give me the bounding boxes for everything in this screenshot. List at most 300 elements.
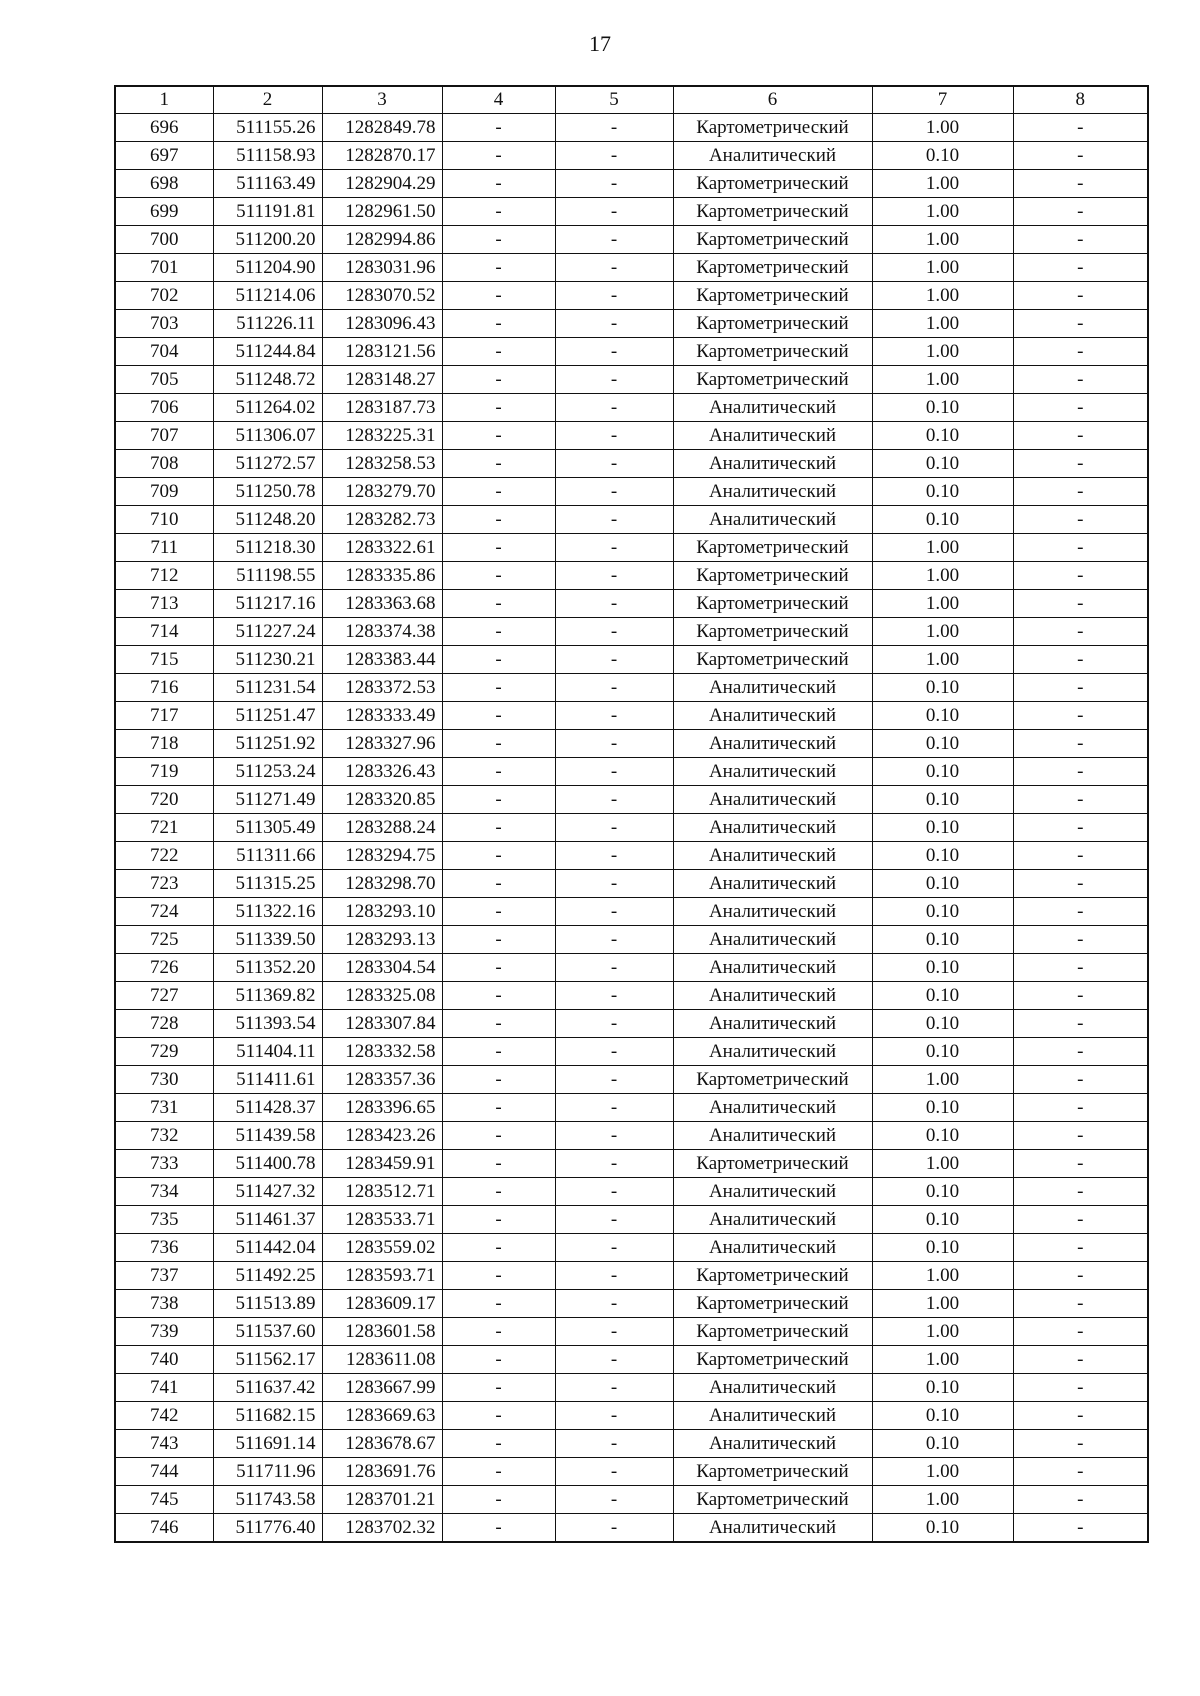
col-5-value: - [555,1206,673,1234]
col-8-value: - [1013,842,1148,870]
accuracy: 0.10 [872,1038,1013,1066]
accuracy: 0.10 [872,394,1013,422]
coord-y: 1283702.32 [322,1514,442,1543]
col-4-value: - [442,1178,555,1206]
table-row [115,142,1148,170]
accuracy: 1.00 [872,114,1013,142]
col-8-value: - [1013,1066,1148,1094]
col-6-header: 6 [673,86,872,114]
col-5-value: - [555,1374,673,1402]
col-8-value: - [1013,226,1148,254]
coord-y: 1283335.86 [322,562,442,590]
point-number: 737 [115,1262,213,1290]
method: Картометрический [673,1066,872,1094]
method: Аналитический [673,870,872,898]
coord-y: 1283372.53 [322,674,442,702]
col-8-value: - [1013,254,1148,282]
table-row [115,646,1148,674]
coord-y: 1283320.85 [322,786,442,814]
accuracy: 0.10 [872,142,1013,170]
col-4-value: - [442,1122,555,1150]
coord-x: 511393.54 [213,1010,322,1038]
point-number: 715 [115,646,213,674]
coord-x: 511682.15 [213,1402,322,1430]
col-4-value: - [442,982,555,1010]
point-number: 706 [115,394,213,422]
accuracy: 0.10 [872,954,1013,982]
col-8-value: - [1013,926,1148,954]
col-8-value: - [1013,618,1148,646]
col-8-value: - [1013,1150,1148,1178]
coord-x: 511231.54 [213,674,322,702]
accuracy: 0.10 [872,786,1013,814]
col-5-value: - [555,1010,673,1038]
accuracy: 0.10 [872,1374,1013,1402]
accuracy: 1.00 [872,618,1013,646]
col-8-value: - [1013,1178,1148,1206]
coord-y: 1283325.08 [322,982,442,1010]
point-number: 721 [115,814,213,842]
col-8-value: - [1013,1486,1148,1514]
table-row [115,1234,1148,1262]
col-5-value: - [555,254,673,282]
coord-y: 1283423.26 [322,1122,442,1150]
col-4-value: - [442,1038,555,1066]
table-row [115,1066,1148,1094]
accuracy: 0.10 [872,814,1013,842]
col-4-value: - [442,1458,555,1486]
coord-x: 511214.06 [213,282,322,310]
accuracy: 1.00 [872,1290,1013,1318]
coord-y: 1283327.96 [322,730,442,758]
coord-y: 1283559.02 [322,1234,442,1262]
col-5-value: - [555,1094,673,1122]
method: Аналитический [673,450,872,478]
coord-x: 511776.40 [213,1514,322,1543]
col-4-value: - [442,310,555,338]
col-5-header: 5 [555,86,673,114]
point-number: 723 [115,870,213,898]
col-5-value: - [555,1178,673,1206]
table-row [115,506,1148,534]
coord-y: 1282904.29 [322,170,442,198]
col-4-value: - [442,590,555,618]
method: Картометрический [673,282,872,310]
col-5-value: - [555,1402,673,1430]
coord-y: 1283187.73 [322,394,442,422]
table-row [115,338,1148,366]
col-8-value: - [1013,870,1148,898]
col-5-value: - [555,1346,673,1374]
point-number: 702 [115,282,213,310]
point-number: 701 [115,254,213,282]
col-4-value: - [442,534,555,562]
point-number: 724 [115,898,213,926]
col-5-value: - [555,842,673,870]
accuracy: 0.10 [872,1514,1013,1543]
coord-y: 1283701.21 [322,1486,442,1514]
accuracy: 1.00 [872,366,1013,394]
col-4-value: - [442,1486,555,1514]
coord-x: 511204.90 [213,254,322,282]
table-row [115,926,1148,954]
col-5-value: - [555,114,673,142]
method: Аналитический [673,786,872,814]
method: Картометрический [673,1150,872,1178]
col-4-value: - [442,1234,555,1262]
col-4-value: - [442,254,555,282]
col-5-value: - [555,450,673,478]
col-4-value: - [442,758,555,786]
col-5-value: - [555,1234,673,1262]
col-4-value: - [442,954,555,982]
coord-y: 1282994.86 [322,226,442,254]
col-4-value: - [442,702,555,730]
method: Картометрический [673,114,872,142]
table-row [115,366,1148,394]
table-row [115,394,1148,422]
coord-y: 1283322.61 [322,534,442,562]
coord-y: 1283512.71 [322,1178,442,1206]
table-row [115,170,1148,198]
coord-x: 511442.04 [213,1234,322,1262]
accuracy: 0.10 [872,1178,1013,1206]
method: Аналитический [673,1234,872,1262]
col-5-value: - [555,926,673,954]
col-5-value: - [555,898,673,926]
point-number: 700 [115,226,213,254]
col-4-value: - [442,282,555,310]
col-4-value: - [442,730,555,758]
coord-x: 511305.49 [213,814,322,842]
point-number: 741 [115,1374,213,1402]
col-4-value: - [442,1010,555,1038]
point-number: 725 [115,926,213,954]
method: Картометрический [673,1346,872,1374]
table-row [115,842,1148,870]
table-body [115,114,1148,1543]
accuracy: 1.00 [872,646,1013,674]
method: Аналитический [673,478,872,506]
col-4-value: - [442,170,555,198]
method: Аналитический [673,954,872,982]
coord-y: 1283357.36 [322,1066,442,1094]
method: Картометрический [673,646,872,674]
coord-x: 511250.78 [213,478,322,506]
point-number: 729 [115,1038,213,1066]
col-8-value: - [1013,338,1148,366]
point-number: 708 [115,450,213,478]
table-row [115,954,1148,982]
coord-x: 511513.89 [213,1290,322,1318]
point-number: 732 [115,1122,213,1150]
accuracy: 1.00 [872,1346,1013,1374]
table-row [115,478,1148,506]
table-row [115,814,1148,842]
coord-y: 1283096.43 [322,310,442,338]
col-5-value: - [555,1262,673,1290]
coord-y: 1283326.43 [322,758,442,786]
col-8-header: 8 [1013,86,1148,114]
col-4-value: - [442,198,555,226]
col-8-value: - [1013,506,1148,534]
coord-x: 511427.32 [213,1178,322,1206]
coord-x: 511155.26 [213,114,322,142]
point-number: 718 [115,730,213,758]
col-8-value: - [1013,730,1148,758]
col-8-value: - [1013,1262,1148,1290]
accuracy: 1.00 [872,1486,1013,1514]
col-5-value: - [555,1290,673,1318]
table-row [115,1038,1148,1066]
col-8-value: - [1013,1430,1148,1458]
accuracy: 0.10 [872,1010,1013,1038]
table-row [115,310,1148,338]
col-4-value: - [442,674,555,702]
method: Картометрический [673,170,872,198]
table-row [115,282,1148,310]
table-row [115,1486,1148,1514]
point-number: 740 [115,1346,213,1374]
coord-y: 1283691.76 [322,1458,442,1486]
point-number: 697 [115,142,213,170]
col-3-header: 3 [322,86,442,114]
col-4-value: - [442,1094,555,1122]
point-number: 744 [115,1458,213,1486]
coord-x: 511251.92 [213,730,322,758]
table-row [115,1206,1148,1234]
table-row [115,1094,1148,1122]
coord-x: 511637.42 [213,1374,322,1402]
table-row [115,1318,1148,1346]
method: Аналитический [673,898,872,926]
col-5-value: - [555,422,673,450]
method: Аналитический [673,1094,872,1122]
accuracy: 1.00 [872,310,1013,338]
coord-y: 1283383.44 [322,646,442,674]
coord-x: 511264.02 [213,394,322,422]
accuracy: 0.10 [872,898,1013,926]
coord-x: 511198.55 [213,562,322,590]
col-5-value: - [555,562,673,590]
method: Аналитический [673,842,872,870]
accuracy: 1.00 [872,170,1013,198]
col-5-value: - [555,758,673,786]
coord-y: 1283298.70 [322,870,442,898]
col-4-value: - [442,926,555,954]
accuracy: 0.10 [872,870,1013,898]
point-number: 703 [115,310,213,338]
method: Аналитический [673,730,872,758]
method: Аналитический [673,422,872,450]
col-8-value: - [1013,1094,1148,1122]
col-5-value: - [555,394,673,422]
col-4-value: - [442,114,555,142]
col-8-value: - [1013,1402,1148,1430]
method: Аналитический [673,674,872,702]
col-5-value: - [555,1038,673,1066]
point-number: 734 [115,1178,213,1206]
col-8-value: - [1013,758,1148,786]
method: Картометрический [673,590,872,618]
col-5-value: - [555,618,673,646]
coord-y: 1283304.54 [322,954,442,982]
point-number: 717 [115,702,213,730]
col-8-value: - [1013,1038,1148,1066]
point-number: 719 [115,758,213,786]
col-5-value: - [555,282,673,310]
col-4-value: - [442,1318,555,1346]
col-8-value: - [1013,1122,1148,1150]
coord-y: 1283678.67 [322,1430,442,1458]
accuracy: 0.10 [872,478,1013,506]
method: Картометрический [673,366,872,394]
coord-y: 1283459.91 [322,1150,442,1178]
col-5-value: - [555,674,673,702]
col-5-value: - [555,786,673,814]
coord-y: 1283148.27 [322,366,442,394]
accuracy: 0.10 [872,1094,1013,1122]
col-4-value: - [442,618,555,646]
col-5-value: - [555,506,673,534]
col-5-value: - [555,1430,673,1458]
header-row [115,86,1148,114]
accuracy: 0.10 [872,842,1013,870]
col-8-value: - [1013,898,1148,926]
col-8-value: - [1013,814,1148,842]
col-4-value: - [442,1374,555,1402]
point-number: 738 [115,1290,213,1318]
col-5-value: - [555,954,673,982]
point-number: 722 [115,842,213,870]
method: Картометрический [673,254,872,282]
col-4-value: - [442,478,555,506]
point-number: 735 [115,1206,213,1234]
col-7-header: 7 [872,86,1013,114]
col-8-value: - [1013,450,1148,478]
col-5-value: - [555,870,673,898]
table-row [115,1150,1148,1178]
accuracy: 0.10 [872,674,1013,702]
point-number: 711 [115,534,213,562]
coord-y: 1282870.17 [322,142,442,170]
accuracy: 1.00 [872,1150,1013,1178]
coord-y: 1283332.58 [322,1038,442,1066]
point-number: 731 [115,1094,213,1122]
method: Картометрический [673,1486,872,1514]
coord-x: 511439.58 [213,1122,322,1150]
coord-y: 1283667.99 [322,1374,442,1402]
col-4-value: - [442,1346,555,1374]
page-number: 17 [589,31,611,56]
table-row [115,534,1148,562]
coord-y: 1283279.70 [322,478,442,506]
table-row [115,562,1148,590]
accuracy: 1.00 [872,562,1013,590]
col-4-value: - [442,1402,555,1430]
accuracy: 0.10 [872,506,1013,534]
col-8-value: - [1013,1234,1148,1262]
coord-y: 1282849.78 [322,114,442,142]
point-number: 699 [115,198,213,226]
point-number: 712 [115,562,213,590]
col-8-value: - [1013,366,1148,394]
col-5-value: - [555,646,673,674]
col-5-value: - [555,590,673,618]
col-8-value: - [1013,1318,1148,1346]
point-number: 733 [115,1150,213,1178]
col-4-value: - [442,562,555,590]
col-5-value: - [555,1486,673,1514]
accuracy: 0.10 [872,1430,1013,1458]
coord-y: 1283363.68 [322,590,442,618]
table-row [115,226,1148,254]
coord-y: 1283333.49 [322,702,442,730]
col-4-value: - [442,1290,555,1318]
accuracy: 1.00 [872,198,1013,226]
accuracy: 1.00 [872,1458,1013,1486]
coord-y: 1282961.50 [322,198,442,226]
coord-x: 511711.96 [213,1458,322,1486]
method: Картометрический [673,1318,872,1346]
table-row [115,1178,1148,1206]
method: Картометрический [673,310,872,338]
coord-x: 511369.82 [213,982,322,1010]
col-8-value: - [1013,1514,1148,1543]
point-number: 710 [115,506,213,534]
table-row [115,1402,1148,1430]
col-4-value: - [442,1262,555,1290]
coord-x: 511492.25 [213,1262,322,1290]
table-row [115,1458,1148,1486]
method: Аналитический [673,1430,872,1458]
coord-y: 1283258.53 [322,450,442,478]
col-4-value: - [442,1150,555,1178]
col-5-value: - [555,226,673,254]
col-5-value: - [555,534,673,562]
coord-y: 1283293.13 [322,926,442,954]
col-5-value: - [555,1122,673,1150]
accuracy: 1.00 [872,254,1013,282]
col-4-value: - [442,1206,555,1234]
table-row [115,1430,1148,1458]
point-number: 713 [115,590,213,618]
col-4-value: - [442,786,555,814]
col-5-value: - [555,1066,673,1094]
col-1-header: 1 [115,86,213,114]
coord-y: 1283031.96 [322,254,442,282]
col-5-value: - [555,702,673,730]
accuracy: 0.10 [872,1402,1013,1430]
point-number: 698 [115,170,213,198]
col-5-value: - [555,1514,673,1543]
coord-y: 1283396.65 [322,1094,442,1122]
method: Картометрический [673,1262,872,1290]
col-8-value: - [1013,534,1148,562]
col-4-value: - [442,1430,555,1458]
col-8-value: - [1013,394,1148,422]
col-5-value: - [555,338,673,366]
accuracy: 0.10 [872,1122,1013,1150]
table-row [115,982,1148,1010]
col-8-value: - [1013,1206,1148,1234]
method: Картометрический [673,198,872,226]
method: Картометрический [673,534,872,562]
method: Картометрический [673,1458,872,1486]
accuracy: 1.00 [872,534,1013,562]
accuracy: 0.10 [872,758,1013,786]
method: Аналитический [673,142,872,170]
